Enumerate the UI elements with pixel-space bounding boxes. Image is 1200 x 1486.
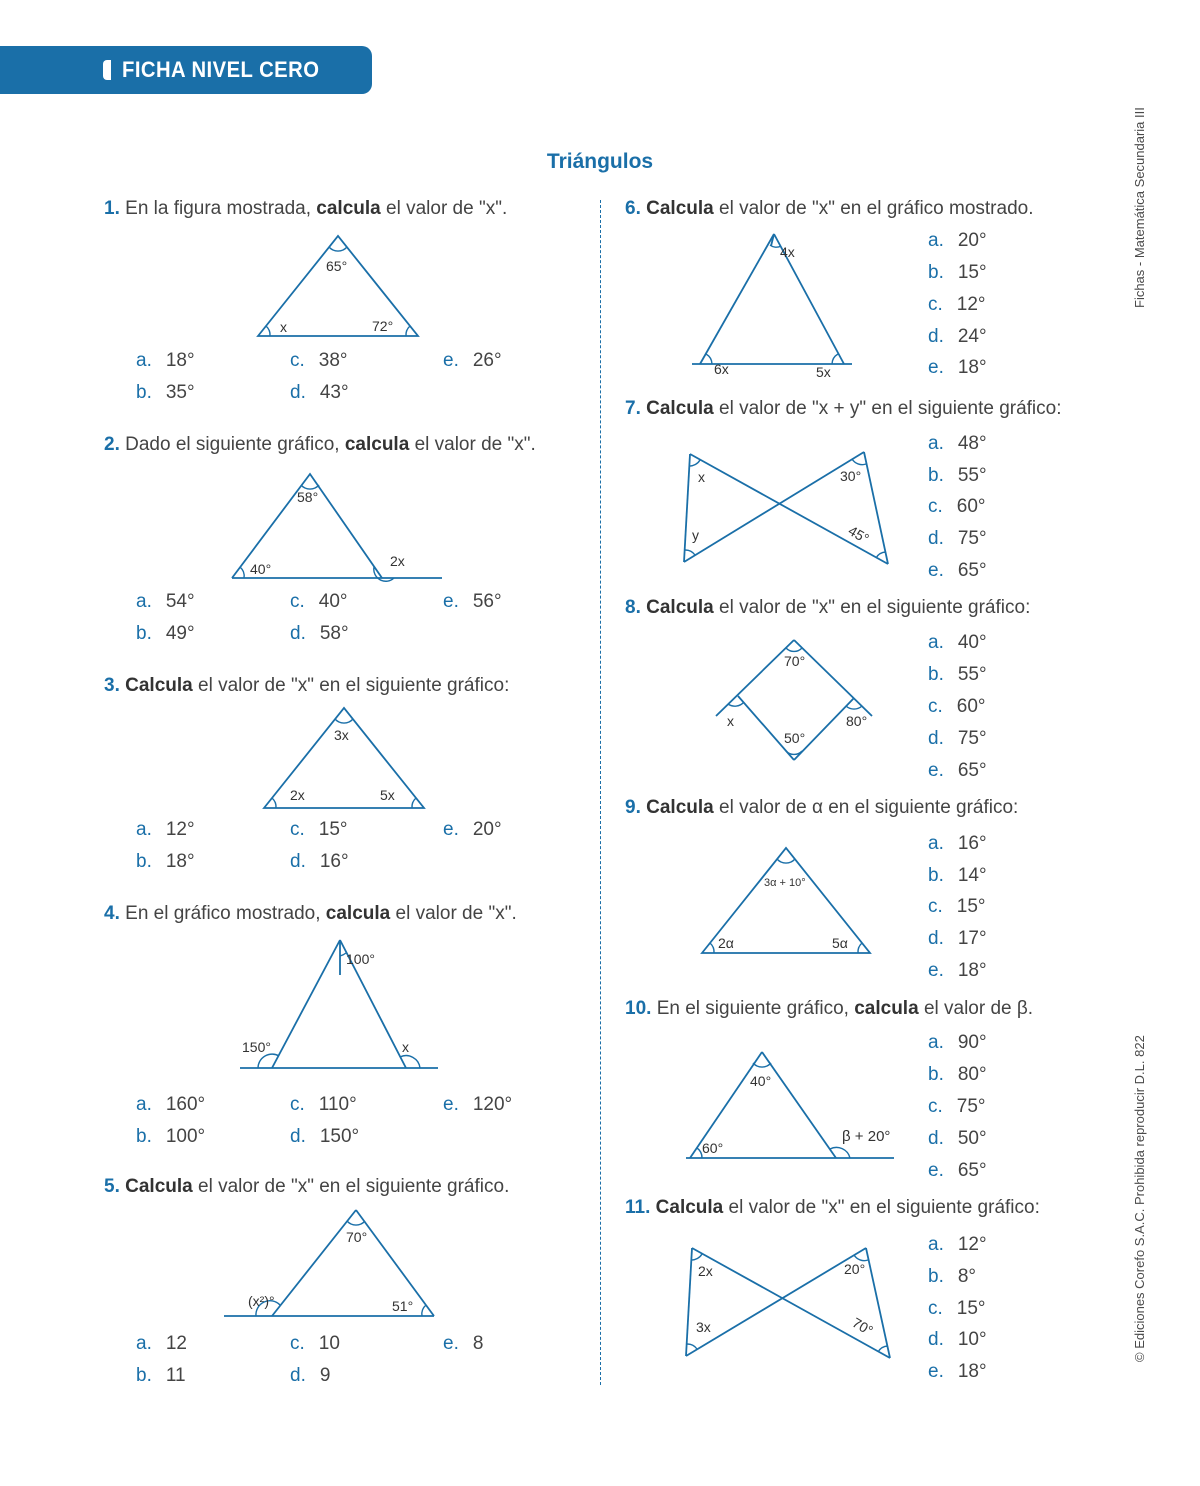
question-text: En la figura mostrada, [125,198,312,219]
question-2 [104,434,536,456]
option-letter: a. [136,819,152,840]
option-value: 75° [957,528,987,549]
question-text: En el gráfico mostrado, [125,903,321,924]
question-number: 4. [104,903,120,924]
question-text: el valor de "x" en el siguiente gráfico: [728,1197,1040,1218]
option-value: 20° [957,230,987,251]
option[interactable] [928,326,987,348]
option-letter: b. [928,262,944,283]
option[interactable] [136,851,195,873]
option[interactable] [290,1365,330,1387]
option[interactable] [290,819,348,841]
option-value: 9 [319,1365,331,1386]
figure-label: 30° [840,468,862,484]
question-text: el valor de "x" en el siguiente gráfico. [198,1176,510,1197]
option-value: 8 [472,1333,484,1354]
option-value: 35° [165,382,195,403]
option[interactable] [443,819,502,841]
question-text: el valor de "x" en el siguiente gráfico: [719,597,1031,618]
option-value: 18° [957,960,987,981]
option[interactable] [928,528,987,550]
question-10 [625,998,1033,1020]
option[interactable] [290,350,348,372]
option[interactable] [928,1032,987,1054]
figure-label: (x²)° [248,1293,275,1309]
option[interactable] [928,1160,987,1182]
figure-label: 3x [696,1319,711,1335]
figure-label: x [698,469,705,485]
option[interactable] [928,1234,987,1256]
option-letter: d. [290,851,306,872]
option[interactable] [928,357,987,379]
figure-label: 5x [816,364,831,380]
question-number: 8. [625,597,641,618]
figure-label: 40° [250,561,272,577]
option-letter: b. [136,623,152,644]
option[interactable] [928,632,987,654]
option-value: 26° [472,350,502,371]
figure-label: β + 20° [842,1128,891,1145]
question-number: 7. [625,398,641,419]
question-keyword: calcula [316,198,381,219]
option-value: 20° [472,819,502,840]
option-value: 60° [956,496,986,517]
figure-label: 150° [242,1039,271,1055]
option-value: 120° [472,1094,513,1115]
option[interactable] [928,433,987,455]
option-value: 90° [957,1032,987,1053]
option-value: 40° [318,591,348,612]
option-letter: e. [443,1094,459,1115]
option-value: 18° [957,1361,987,1382]
option-value: 15° [956,896,986,917]
option[interactable] [443,350,502,372]
option-letter: d. [928,1128,944,1149]
figure-label: 3x [334,727,349,743]
option[interactable] [928,1064,987,1086]
option-value: 75° [957,728,987,749]
question-number: 5. [104,1176,120,1197]
question-11 [625,1197,1040,1219]
option[interactable] [136,382,195,404]
figure-label: 45° [845,522,872,547]
figure-label: x [402,1039,409,1055]
figure-label: y [692,527,699,543]
option-value: 15° [956,1298,986,1319]
option[interactable] [928,1298,986,1320]
option-letter: d. [928,326,944,347]
figure-label: 70° [346,1229,368,1245]
option[interactable] [290,851,349,873]
option-letter: d. [290,1365,306,1386]
option[interactable] [928,865,987,887]
option-value: 38° [318,350,348,371]
option-letter: c. [928,294,943,315]
banner-title: FICHA NIVEL CERO [122,57,320,82]
option[interactable] [136,819,195,841]
option[interactable] [928,230,987,252]
question-keyword: Calcula [646,597,714,618]
option[interactable] [290,1126,359,1148]
option[interactable] [928,1128,987,1150]
option-letter: c. [928,696,943,717]
option-letter: d. [290,623,306,644]
option-letter: b. [136,382,152,403]
figure-label: 58° [297,489,319,505]
question-text: el valor de "x". [414,434,536,455]
option-value: 16° [319,851,349,872]
option-letter: e. [443,350,459,371]
option-value: 49° [165,623,195,644]
option-value: 65° [957,760,987,781]
option-value: 56° [472,591,502,612]
option-letter: c. [290,1333,305,1354]
option[interactable] [928,664,987,686]
option-letter: d. [290,1126,306,1147]
figure-label: 2α [718,935,734,951]
option-letter: b. [928,865,944,886]
option-value: 12° [957,1234,987,1255]
option-value: 75° [956,1096,986,1117]
question-number: 3. [104,675,120,696]
option-letter: e. [928,1160,944,1181]
option-letter: a. [928,632,944,653]
option[interactable] [928,262,987,284]
option-letter: a. [928,1234,944,1255]
question-number: 11. [625,1197,651,1218]
option-value: 100° [165,1126,206,1147]
question-number: 1. [104,198,120,219]
option-letter: d. [290,382,306,403]
option[interactable] [928,928,987,950]
option[interactable] [928,760,987,782]
option-letter: d. [928,728,944,749]
option-letter: e. [443,1333,459,1354]
figure-label: 65° [326,258,348,274]
question-keyword: Calcula [125,1176,193,1197]
option-letter: e. [928,760,944,781]
option-letter: e. [928,1361,944,1382]
option-value: 8° [957,1266,977,1287]
figure-label: 3α + 10° [764,877,806,889]
figure-label: 2x [390,553,405,569]
figure-label: 50° [784,730,806,746]
option-letter: b. [928,664,944,685]
option-letter: b. [136,1365,152,1386]
page-title: Triángulos [546,150,654,173]
question-8 [625,597,1030,619]
option-letter: b. [928,1266,944,1287]
option[interactable] [928,1329,987,1351]
side-text-top: Fichas - Matemática Secundaria III [1132,107,1147,308]
question-text: el valor de α en el siguiente gráfico: [719,797,1019,818]
option[interactable] [928,1266,976,1288]
question-9 [625,797,1018,819]
option-value: 15° [957,262,987,283]
option[interactable] [928,465,987,487]
figure-label: 5x [380,787,395,803]
option-value: 48° [957,433,987,454]
option-value: 15° [318,819,348,840]
question-keyword: Calcula [646,398,714,419]
option-letter: a. [928,433,944,454]
figure-label: x [727,713,734,729]
question-5 [104,1176,509,1198]
option-value: 17° [957,928,987,949]
option-value: 14° [957,865,987,886]
option-letter: b. [136,851,152,872]
option-letter: a. [136,1094,152,1115]
option-letter: c. [290,1094,305,1115]
option-value: 55° [957,465,987,486]
option-value: 65° [957,1160,987,1181]
figure-label: 4x [780,244,795,260]
figure-label: x [280,319,287,335]
option-value: 55° [957,664,987,685]
option[interactable] [443,1094,512,1116]
option[interactable] [136,1126,205,1148]
option-letter: b. [136,1126,152,1147]
option[interactable] [136,1365,186,1387]
option-letter: a. [136,350,152,371]
option-value: 12 [165,1333,187,1354]
question-number: 9. [625,797,641,818]
option-letter: a. [136,591,152,612]
question-keyword: Calcula [125,675,193,696]
option[interactable] [928,728,987,750]
figure-label: 5α [832,935,848,951]
option-letter: a. [928,230,944,251]
option[interactable] [928,294,986,316]
option[interactable] [136,1094,205,1116]
option[interactable] [290,1333,340,1355]
question-text: el valor de "x + y" en el siguiente gráfico: [719,398,1062,419]
option[interactable] [290,623,349,645]
option[interactable] [928,1361,987,1383]
figure-label: 100° [346,951,375,967]
figure-label: 2x [290,787,305,803]
option-letter: e. [443,819,459,840]
option-letter: e. [443,591,459,612]
option-value: 43° [319,382,349,403]
option-value: 11 [165,1365,186,1386]
option-letter: c. [290,350,305,371]
option-letter: e. [928,960,944,981]
question-number: 6. [625,198,641,219]
option-letter: b. [928,465,944,486]
figure-label: 72° [372,318,394,334]
question-7 [625,398,1062,420]
figure-label: 2x [698,1263,713,1279]
option[interactable] [928,1096,986,1118]
option[interactable] [136,591,195,613]
option[interactable] [928,960,987,982]
question-number: 2. [104,434,120,455]
question-text: el valor de "x". [386,198,508,219]
option-value: 150° [319,1126,360,1147]
question-keyword: calcula [854,998,919,1019]
question-keyword: calcula [344,434,410,455]
option-letter: c. [928,496,943,517]
option-letter: d. [928,1329,944,1350]
figure-label: 80° [846,713,868,729]
option[interactable] [136,350,195,372]
option-value: 80° [957,1064,987,1085]
question-text: el valor de "x" en el siguiente gráfico: [198,675,510,696]
option-value: 58° [319,623,349,644]
option-letter: e. [928,560,944,581]
option-letter: d. [928,928,944,949]
figure-label: 6x [714,361,729,377]
option-letter: c. [928,1096,943,1117]
question-4 [104,903,517,925]
question-text: el valor de "x" en el gráfico mostrado. [719,198,1034,219]
option[interactable] [136,1333,187,1355]
option-value: 50° [957,1128,987,1149]
option-value: 10° [957,1329,987,1350]
option-letter: e. [928,357,944,378]
option-value: 160° [165,1094,206,1115]
question-keyword: calcula [325,903,391,924]
option-value: 60° [956,696,986,717]
option[interactable] [443,1333,483,1355]
option[interactable] [928,896,986,918]
question-keyword: Calcula [655,1197,724,1218]
option[interactable] [928,496,986,518]
question-number: 10. [625,998,652,1019]
figure-label: 20° [844,1261,866,1277]
side-text-bottom: © Ediciones Corefo S.A.C. Prohibida reproducir D.L. 822 [1132,1035,1147,1362]
option-value: 12° [165,819,195,840]
option[interactable] [290,382,349,404]
question-3 [104,675,509,697]
question-text: el valor de "x". [395,903,517,924]
option-letter: a. [928,833,944,854]
option-value: 110° [318,1094,357,1115]
option-value: 40° [957,632,987,653]
figure-label: 70° [784,653,806,669]
question-1 [104,198,507,220]
figure-label: 51° [392,1298,414,1314]
option-value: 18° [165,350,195,371]
option[interactable] [136,623,195,645]
option-value: 18° [957,357,987,378]
column-divider [600,200,601,1385]
option-letter: a. [928,1032,944,1053]
option-value: 16° [957,833,987,854]
option[interactable] [928,696,986,718]
question-6 [625,198,1034,220]
option-letter: c. [290,819,305,840]
question-text: el valor de β. [923,998,1034,1019]
figure-label: 70° [849,1314,876,1339]
option[interactable] [290,1094,357,1116]
option[interactable] [928,833,987,855]
option-value: 24° [957,326,987,347]
question-text: Dado el siguiente gráfico, [125,434,340,455]
option-value: 12° [956,294,986,315]
option[interactable] [928,560,987,582]
question-keyword: Calcula [646,797,714,818]
option-value: 54° [165,591,195,612]
question-keyword: Calcula [646,198,714,219]
option-letter: c. [290,591,305,612]
option-value: 10 [318,1333,340,1354]
figure-label: 40° [750,1073,772,1089]
option-value: 18° [165,851,195,872]
option[interactable] [290,591,348,613]
banner-tab-icon [103,60,111,80]
question-text: En el siguiente gráfico, [656,998,849,1019]
figure-label: 60° [702,1140,724,1156]
option-letter: d. [928,528,944,549]
option[interactable] [443,591,502,613]
option-letter: c. [928,896,943,917]
option-letter: b. [928,1064,944,1085]
option-value: 65° [957,560,987,581]
option-letter: c. [928,1298,943,1319]
option-letter: a. [136,1333,152,1354]
